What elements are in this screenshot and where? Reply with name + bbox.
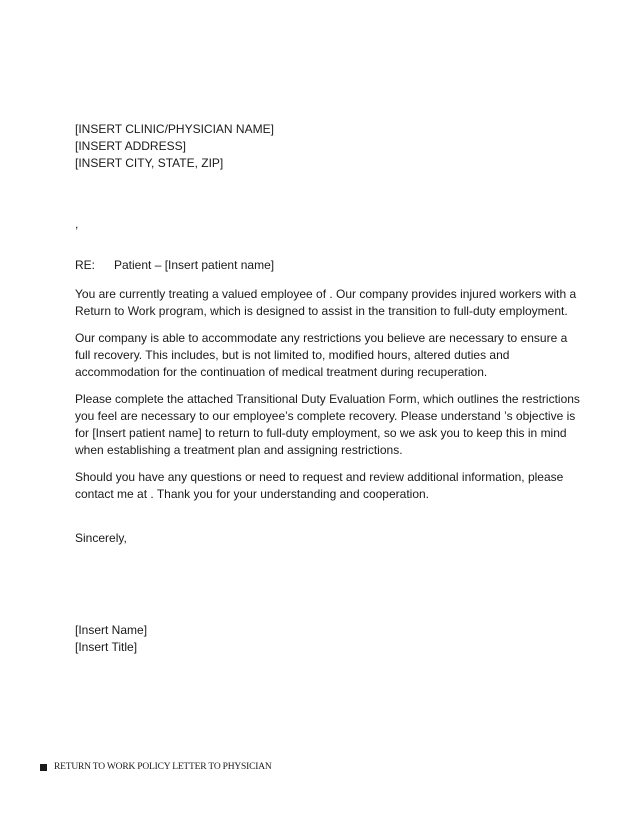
salutation: ,: [75, 217, 79, 231]
signature-name: [Insert Name]: [75, 623, 148, 637]
paragraph-line: Please complete the attached Transitional Duty Evaluation Form, which outlines the restrictions: [75, 392, 580, 406]
recipient-address: [75, 121, 575, 172]
re-label: RE:: [75, 258, 96, 272]
paragraph-accommodation: [75, 330, 575, 381]
square-bullet-icon: [40, 764, 47, 771]
re-line: [75, 257, 575, 274]
address-line: [INSERT CLINIC/PHYSICIAN NAME]: [75, 122, 274, 136]
address-line: [INSERT ADDRESS]: [75, 139, 186, 153]
paragraph-contact: [75, 469, 575, 503]
address-line: [INSERT CITY, STATE, ZIP]: [75, 156, 224, 170]
paragraph-line: for [Insert patient name] to return to full-duty employment, so we ask you to keep this in mind: [75, 426, 567, 440]
paragraph-intro: [75, 286, 575, 320]
re-text: Patient – [Insert patient name]: [114, 258, 275, 272]
footer-text: RETURN TO WORK POLICY LETTER TO PHYSICIAN: [54, 762, 272, 772]
closing: Sincerely,: [75, 531, 127, 545]
paragraph-line: contact me at . Thank you for your understanding and cooperation.: [75, 487, 429, 501]
signature-title: [Insert Title]: [75, 640, 138, 654]
paragraph-line: You are currently treating a valued employee of . Our company provides injured workers with a: [75, 287, 577, 301]
paragraph-line: you feel are necessary to our employee’s complete recovery. Please understand ’s objective is: [75, 409, 576, 423]
paragraph-line: Our company is able to accommodate any restrictions you believe are necessary to ensure a: [75, 331, 568, 345]
paragraph-line: when establishing a treatment plan and assigning restrictions.: [75, 443, 403, 457]
paragraph-line: full recovery. This includes, but is not limited to, modified hours, altered duties and: [75, 348, 510, 362]
signature-block: [75, 622, 575, 656]
paragraph-line: Should you have any questions or need to request and review additional information, please: [75, 470, 564, 484]
paragraph-line: Return to Work program, which is designed to assist in the transition to full-duty employment.: [75, 304, 568, 318]
paragraph-line: accommodation for the continuation of medical treatment during recuperation.: [75, 365, 488, 379]
page-footer: [40, 762, 272, 772]
letter-body: [75, 121, 580, 656]
paragraph-evaluation-form: [75, 391, 580, 459]
